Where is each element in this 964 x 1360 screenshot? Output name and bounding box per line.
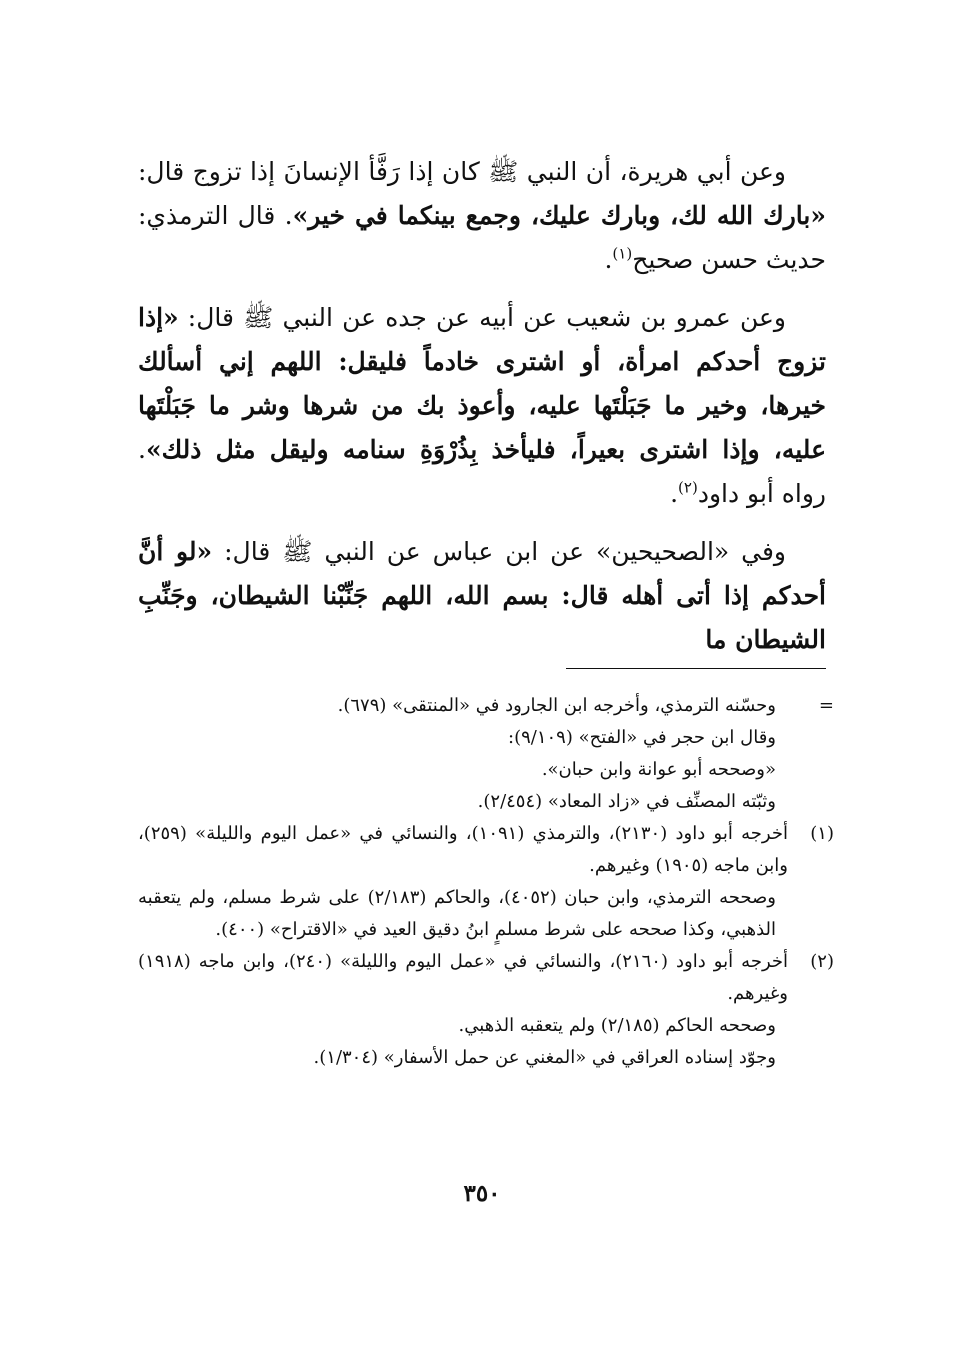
footnote-2-number: (٢) (810, 951, 834, 972)
continuation-marker: = (818, 695, 834, 716)
paragraph-1-intro: وعن أبي هريرة، أن النبي ﷺ كان إذا رَفَّأ الإنسانَ إذا تزوج قال: (138, 157, 786, 186)
footnote-2 (138, 946, 834, 1074)
footnote-ref-2: (٢) (678, 478, 698, 497)
paragraph-2-source: . رواه أبو داود (138, 435, 826, 508)
paragraph-1 (138, 150, 826, 282)
paragraph-1-end: . (604, 245, 613, 274)
paragraph-1-grading: . قال الترمذي: حديث حسن صحيح (138, 201, 826, 274)
footnote-continuation (138, 690, 834, 818)
paragraph-2 (138, 296, 826, 516)
footnote-ref-1: (١) (612, 244, 633, 263)
continuation-line: «وصححه أبو عوانة وابن حبان». (541, 759, 776, 780)
main-text (138, 150, 826, 676)
footnote-1 (138, 818, 834, 946)
paragraph-3-hadith: «لو أنَّ أحدكم إذا أتى أهله قال: بسم الله، اللهم جَنِّبْنا الشيطان، وجَنِّبِ الشيطان ما (138, 537, 826, 654)
paragraph-3 (138, 530, 826, 662)
paragraph-1-hadith: «بارك الله لك، وبارك عليك، وجمع بينكما في خير» (292, 201, 826, 230)
footnote-separator (566, 668, 826, 669)
paragraph-2-hadith: «إذا تزوج أحدكم امرأة، أو اشترى خادماً فليقل: اللهم إني أسألك خيرها، وخير ما جَبَلْتَها عليه، وأعوذ بك من شرها وشر ما جَبَلْتَها عليه، وإذا اشترى بعيراً، فليأخذ بِذُرْوَةِ سنامه وليقل مثل ذلك» (138, 303, 826, 464)
paragraph-3-intro: وفي «الصحيحين» عن ابن عباس عن النبي ﷺ قال: (212, 537, 786, 566)
footnote-1-extra: وصححه الترمذي، وابن حبان (٤٠٥٢)، والحاكم (٢/١٨٣) على شرط مسلم، ولم يتعقبه الذهبي، وكذا صححه على شرط مسلمٍ ابنُ دقيق العيد في «الاقتراح» (٤٠٠). (138, 887, 776, 940)
page-number: ٣٥٠ (463, 1180, 501, 1207)
footnote-1-number: (١) (810, 823, 834, 844)
paragraph-2-end: . (670, 479, 679, 508)
footnote-2-extra-1: وصححه الحاكم (٢/١٨٥) ولم يتعقبه الذهبي. (458, 1015, 776, 1036)
footnote-1-text: أخرجه أبو داود (٢١٣٠)، والترمذي (١٠٩١)، والنسائي في «عمل اليوم والليلة» (٢٥٩)، وابن ماجه (١٩٠٥) وغيرهم. (138, 823, 788, 876)
continuation-line: وحسّنه الترمذي، وأخرجه ابن الجارود في «المنتقى» (٦٧٩). (337, 695, 776, 716)
paragraph-2-intro: وعن عمرو بن شعيب عن أبيه عن جده عن النبي ﷺ قال: (178, 303, 786, 332)
footnotes (138, 690, 834, 1074)
footnote-2-text: أخرجه أبو داود (٢١٦٠)، والنسائي في «عمل اليوم والليلة» (٢٤٠)، وابن ماجه (١٩١٨) وغيرهم. (138, 951, 789, 1004)
footnote-2-extra-2: وجوّد إسناده العراقي في «المغني عن حمل الأسفار» (١/٣٠٤). (313, 1047, 776, 1068)
continuation-line: وثبّته المصنِّف في «زاد المعاد» (٢/٤٥٤). (477, 791, 776, 812)
continuation-line: وقال ابن حجر في «الفتح» (٩/١٠٩): (508, 727, 776, 748)
